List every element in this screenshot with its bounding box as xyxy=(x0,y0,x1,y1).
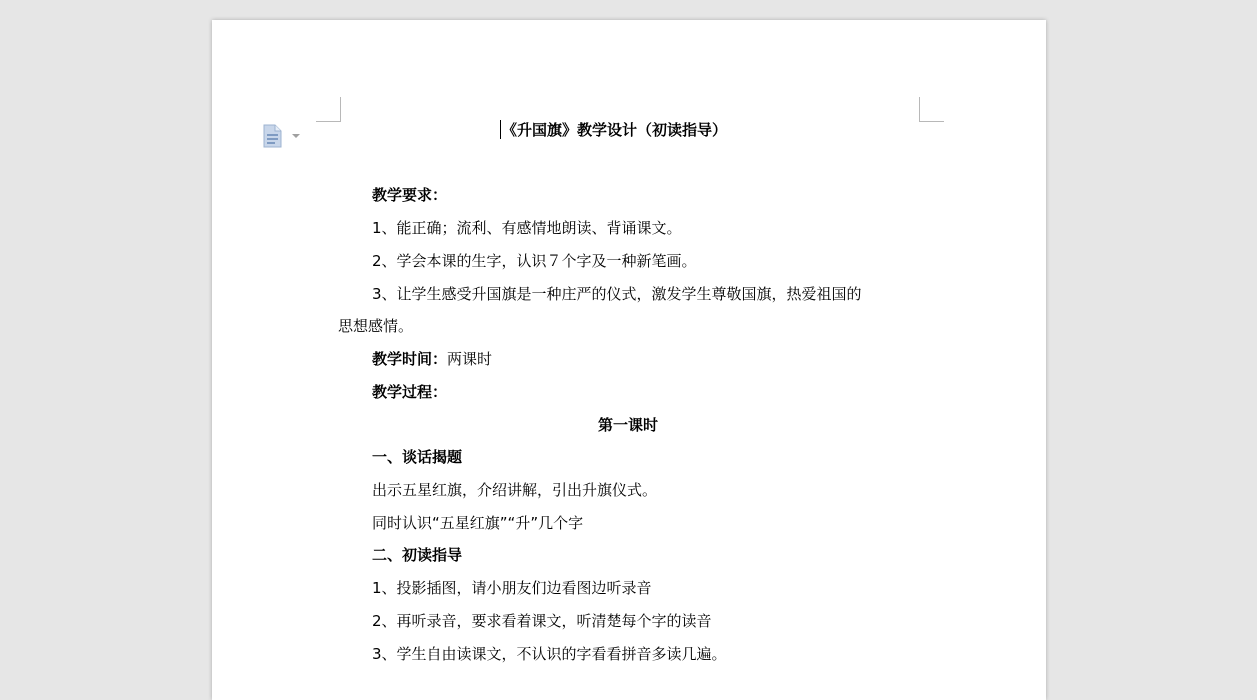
teaching-time-line xyxy=(372,348,492,370)
title-text: 《升国旗》教学设计（初读指导） xyxy=(502,121,728,139)
margin-corner-top-right xyxy=(919,97,944,122)
requirements-heading: 教学要求： xyxy=(372,186,448,204)
document-icon xyxy=(263,124,283,148)
section-2-line-3: 3、学生自由读课文，不认识的字看看拼音多读几遍。 xyxy=(372,645,727,663)
paragraph-options-button[interactable] xyxy=(263,124,303,148)
requirement-3-line-1: 3、让学生感受升国旗是一种庄严的仪式，激发学生尊敬国旗，热爱祖国的 xyxy=(372,285,862,303)
process-heading: 教学过程： xyxy=(372,383,448,401)
section-1-line-1: 出示五星红旗，介绍讲解，引出升旗仪式。 xyxy=(372,481,658,499)
requirement-2: 2、学会本课的生字，认识７个字及一种新笔画。 xyxy=(372,252,697,270)
teaching-time-value: 两课时 xyxy=(447,350,493,368)
margin-corner-top-left xyxy=(316,97,341,122)
section-2-heading: 二、初读指导 xyxy=(372,546,463,564)
section-2-line-1: 1、投影插图，请小朋友们边看图边听录音 xyxy=(372,579,652,597)
section-1-heading: 一、谈话揭题 xyxy=(372,448,463,466)
section-2-line-2: 2、再听录音，要求看着课文，听清楚每个字的读音 xyxy=(372,612,712,630)
document-title[interactable] xyxy=(500,119,727,141)
teaching-time-label: 教学时间： xyxy=(372,350,448,368)
requirement-3-line-2: 思想感情。 xyxy=(338,317,414,335)
section-1-line-2: 同时认识“五星红旗”“升”几个字 xyxy=(372,514,584,532)
requirement-1: 1、能正确；流利、有感情地朗读、背诵课文。 xyxy=(372,219,682,237)
lesson-heading: 第一课时 xyxy=(597,416,658,434)
text-cursor xyxy=(500,120,501,139)
chevron-down-icon xyxy=(291,133,301,139)
